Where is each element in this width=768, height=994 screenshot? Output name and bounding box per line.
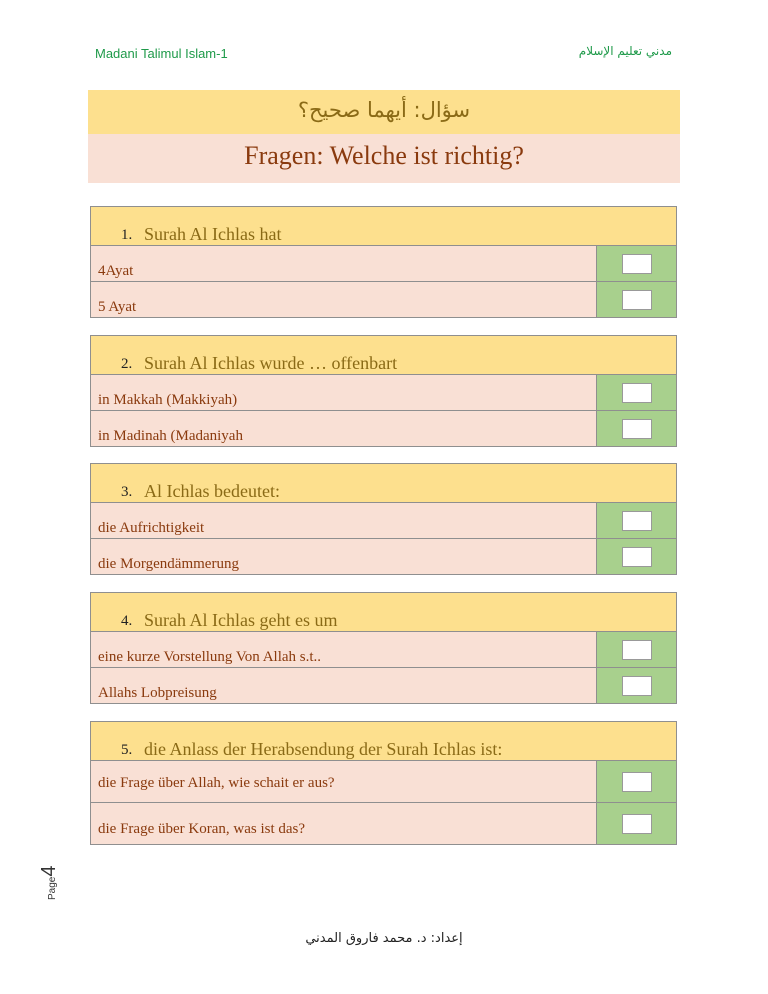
- page-number: 4: [38, 865, 60, 877]
- checkbox-cell: [596, 503, 676, 538]
- title-german: Fragen: Welche ist richtig?: [88, 134, 680, 183]
- checkbox-cell: [596, 375, 676, 410]
- answer-row: [91, 503, 676, 539]
- answer-row: [91, 375, 676, 411]
- checkbox-cell: [596, 539, 676, 574]
- question-text: Al Ichlas bedeutet:: [144, 481, 280, 501]
- question-2: [90, 335, 677, 447]
- answer-row: [91, 761, 676, 803]
- answer-option: Allahs Lobpreisung: [91, 668, 596, 703]
- answer-option: 5 Ayat: [91, 282, 596, 317]
- page-number-label: [38, 866, 61, 900]
- checkbox-cell: [596, 632, 676, 667]
- question-4: [90, 592, 677, 704]
- answer-row: [91, 803, 676, 844]
- answer-checkbox[interactable]: [622, 814, 652, 834]
- question-text: Surah Al Ichlas geht es um: [144, 610, 338, 630]
- header-left-title: Madani Talimul Islam-1: [95, 46, 228, 61]
- answer-row: [91, 282, 676, 317]
- page-word: Page: [47, 876, 58, 900]
- answer-checkbox[interactable]: [622, 676, 652, 696]
- checkbox-cell: [596, 668, 676, 703]
- checkbox-cell: [596, 761, 676, 802]
- answer-checkbox[interactable]: [622, 772, 652, 792]
- answer-checkbox[interactable]: [622, 511, 652, 531]
- question-header: [91, 722, 676, 761]
- question-header: [91, 464, 676, 503]
- answer-checkbox[interactable]: [622, 290, 652, 310]
- question-number: 1.: [121, 227, 133, 243]
- question-number: 4.: [121, 613, 133, 629]
- title-arabic: سؤال: أيهما صحيح؟: [88, 90, 680, 134]
- answer-row: [91, 411, 676, 446]
- checkbox-cell: [596, 282, 676, 317]
- answer-checkbox[interactable]: [622, 547, 652, 567]
- answer-row: [91, 539, 676, 574]
- checkbox-cell: [596, 246, 676, 281]
- answer-option: die Frage über Allah, wie schait er aus?: [91, 761, 596, 802]
- answer-option: in Madinah (Madaniyah: [91, 411, 596, 446]
- question-number: 5.: [121, 742, 133, 758]
- question-text: Surah Al Ichlas hat: [144, 224, 282, 244]
- answer-option: die Morgendämmerung: [91, 539, 596, 574]
- footer-author: إعداد: د. محمد فاروق المدني: [305, 931, 463, 946]
- question-number: 2.: [121, 356, 133, 372]
- answer-checkbox[interactable]: [622, 419, 652, 439]
- question-text: Surah Al Ichlas wurde … offenbart: [144, 353, 398, 373]
- question-3: [90, 463, 677, 575]
- question-text: die Anlass der Herabsendung der Surah Ichlas ist:: [144, 739, 503, 759]
- answer-checkbox[interactable]: [622, 383, 652, 403]
- question-number: 3.: [121, 484, 133, 500]
- answer-row: [91, 246, 676, 282]
- answer-row: [91, 632, 676, 668]
- answer-option: eine kurze Vorstellung Von Allah s.t..: [91, 632, 596, 667]
- question-1: [90, 206, 677, 318]
- header-right-title: مدني تعليم الإسلام: [578, 44, 672, 58]
- answer-option: 4Ayat: [91, 246, 596, 281]
- title-box: [88, 90, 680, 183]
- question-header: [91, 593, 676, 632]
- answer-option: die Frage über Koran, was ist das?: [91, 803, 596, 844]
- answer-row: [91, 668, 676, 703]
- question-header: [91, 207, 676, 246]
- answer-option: die Aufrichtigkeit: [91, 503, 596, 538]
- answer-checkbox[interactable]: [622, 254, 652, 274]
- question-5: [90, 721, 677, 845]
- answer-checkbox[interactable]: [622, 640, 652, 660]
- checkbox-cell: [596, 411, 676, 446]
- answer-option: in Makkah (Makkiyah): [91, 375, 596, 410]
- checkbox-cell: [596, 803, 676, 844]
- question-header: [91, 336, 676, 375]
